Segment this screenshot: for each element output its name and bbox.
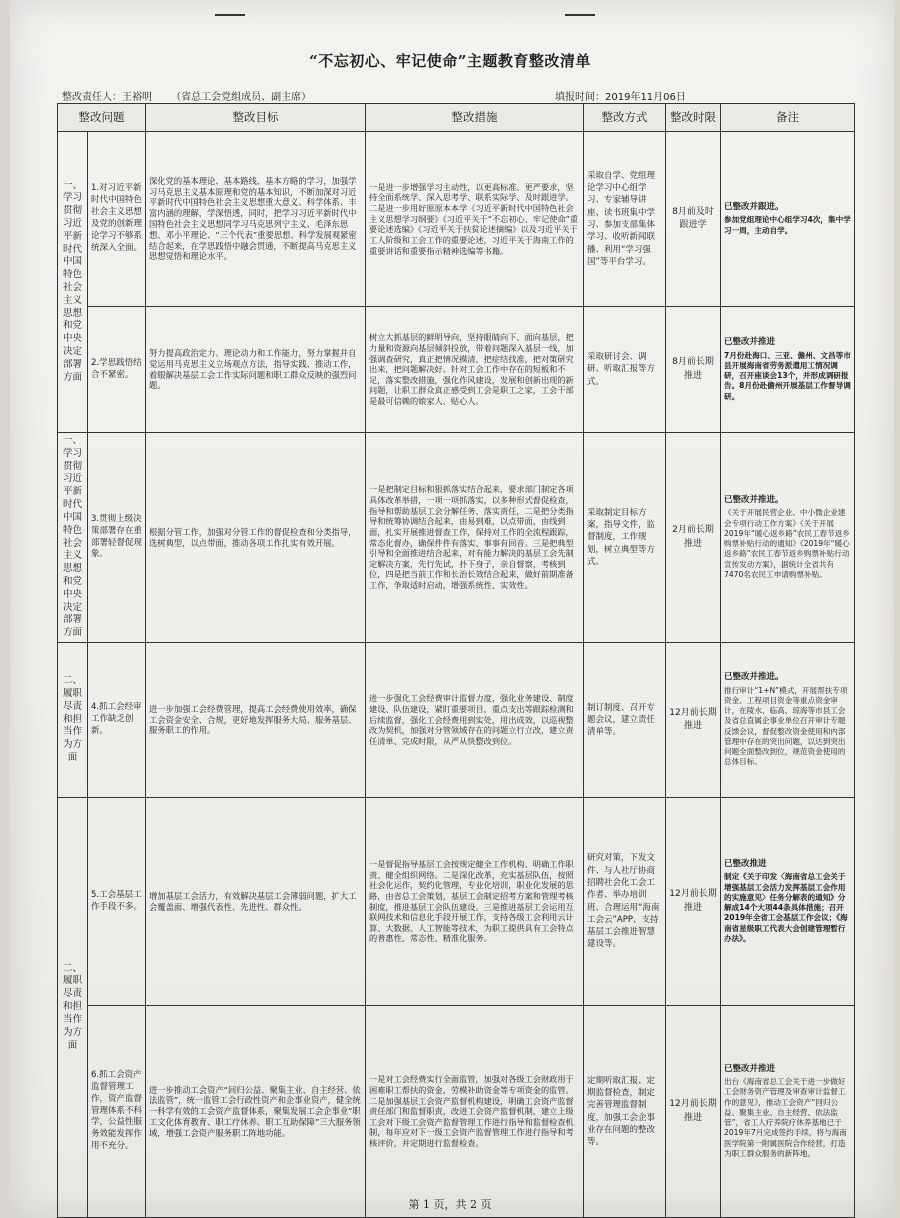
measure-cell: 一是对工会经费实行全面监管，加强对各级工会财政用于困难职工帮扶的资金，劳模补助资金等专项资金的监管。二是加强基层工会资产监督机构建设，明确工会资产监督责任部门和监督职责，改进工会资产监督机制，建立上级工会对下级工会资产监督管理工作进行指导和监督检查机制，每年应对下一级工会资产监督管理工作进行指导和考核评价，并定期进行监督检查。 [366,1006,584,1218]
remark-cell [721,1006,855,1218]
remark-detail: 参加党组理论中心组学习4次，集中学习一周，主动自学。 [724,215,851,235]
responsible-label: 整改责任人： [62,92,122,103]
time-cell: 12月前长期推进 [666,798,721,1006]
issue-cell: 3.贯彻上级决策部署存在重部署轻督促现象。 [88,433,146,643]
report-time: 填报时间：2019年11月06日 [555,92,686,103]
remark-status: 已整改并推进。 [724,494,784,505]
table-row [58,643,855,798]
remark-cell [721,643,855,798]
measure-cell: 进一步强化工会经费审计监督力度，强化业务建设、制度建设、队伍建设，紧盯重要项目，重点支出等跟踪检测和后续监督，强化工会经费用到实处，用出成效，以巡视整改为契机，加强对分管领域存在的问题立行立改，建立责任清单、完成时限，从严从快整改到位。 [366,643,584,798]
remark-status: 已整改并推进。 [724,672,784,683]
method-cell: 定期听取汇报、定期监督检查，制定完善管理监督制度，加强工会企事业存在问题的整改等。 [584,1006,666,1218]
method-cell: 制订制度、召开专题会议，建立责任清单等。 [584,643,666,798]
goal-cell: 增加基层工会活力，有效解决基层工会薄弱问题，扩大工会覆盖面、增强代表性、先进性、群众性。 [146,798,366,1006]
remark-cell [721,307,855,433]
header-time: 整改时限 [666,104,721,132]
time-cell: 8月前及时跟进学 [666,132,721,307]
goal-cell: 进一步加强工会经费管理，提高工会经费使用效率，确保工会资金安全、合规，更好地发挥服务大局、服务基层、服务职工的作用。 [146,643,366,798]
method-cell: 采取制定目标方案，指导文件，监督制度，工作规划，树立典型等方式。 [584,433,666,643]
document-title: “不忘初心、牢记使命”主题教育整改清单 [309,52,591,70]
measure-cell: 一是把制定目标和狠抓落实结合起来，要求部门制定各项具体改革举措，一项一项抓落实，以多种形式督促检查，指导和帮助基层工会分解任务、落实责任，二是把分类指导和统筹协调结合起来，由易到难，以点带面，由线到面，扎实开展推进督查工作，保持对工作的全流程跟踪，常态化督办，确保件件有落实、事事有回音。三是把典型引导和全面推进结合起来，对有能力解决的基层工会先制定解决方案，先行先试，扑下身子，亲自督察，考核到位，四是把当前工作和长治长效结合起来，做好前期准备工作，争取适时启动，增强系统性、实效性。 [366,433,584,643]
remark-status: 已整改并推进 [724,337,776,348]
measure-cell: 一是进一步增强学习主动性，以更高标准、更严要求，坚持全面系统学、深入思考学、联系实际学、及时跟进学。二是进一步用好原原本本学《习近平新时代中国特色社会主义思想学习纲要》《习近平关于“不忘初心、牢记使命”重要论述选编》《习近平关于扶贫论述摘编》以及习近平关于工人阶级和工会工作的重要论述，习近平关于海南工作的重要讲话和重要指示精神选编等书籍。 [366,132,584,307]
category-cell: 一、学习贯彻习近平新时代中国特色社会主义思想和党中央决定部署方面 [58,433,88,643]
table-row [58,132,855,307]
header-measure: 整改措施 [366,104,584,132]
time-cell: 8月前长期推进 [666,307,721,433]
time-cell: 2月前长期推进 [666,433,721,643]
remark-detail: 推行审计“1+N”模式，开展帮扶专项资金、工程项目资金等重点资金审计，在陵水、临高、琼海等市县工会及省总直属企事业单位召开审计专题反馈会议，督促整改资金使用和内部管理中存在的突出问题，以达到突出问题全面整改到位，规范资金使用的总体目标。 [724,685,848,767]
method-cell: 采取研讨会、调研、听取汇报等方式。 [584,307,666,433]
binding-mark [565,14,595,16]
header-method: 整改方式 [584,104,666,132]
header-goal: 整改目标 [146,104,366,132]
time-cell: 12月前长期推进 [666,1006,721,1218]
rectification-table [57,103,855,1218]
remark-cell [721,798,855,1006]
responsible-name: 王裕明 [122,92,152,103]
issue-cell: 6.抓工会资产监督管理工作，资产监督管理体系不科学，公益性服务效能发挥作用不充分。 [88,1006,146,1218]
category-cell: 二、履职尽责和担当作为方面 [58,643,88,798]
header-remark: 备注 [721,104,855,132]
remark-detail: 7月份赴海口、三亚、儋州、文昌等市县开展海南省劳务派遣用工情况调研，召开座谈会13个，并形成调研报告。8月份赴儋州开展基层工作督导调研。 [724,350,851,401]
table-row [58,1006,855,1218]
responsible-position: （省总工会党组成员、副主席） [171,92,312,103]
time-cell: 12月前长期推进 [666,643,721,798]
remark-detail: 出台《海南省总工会关于进一步做好工会财务资产管理及审查审计监督工作的意见》，推动工会资产“回归公益、聚集主业、自主经营、依法监管”，省工人疗养院疗休养基地已于2019年7月完成签约手续，将与海南医学院第一附属医院合作经营，打造为职工群众服务的新阵地。 [724,1077,847,1158]
remark-detail: 制定《关于印发〈海南省总工会关于增强基层工会活力发挥基层工会作用的实施意见〉任务分解表的通知》分解成14个大项44条具体措施；召开2019年全省工会基层工作会议；《海南省星级职工代表大会创建管理暂行办法》。 [724,872,848,943]
goal-cell: 深化党的基本理论、基本路线、基本方略的学习，加强学习马克思主义基本原理和党的基本知识，不断加深对习近平新时代中国特色社会主义思想重大意义、科学体系、丰富内涵的理解，学深悟透，同时，把学习习近平新时代中国特色社会主义思想同学习马克思列宁主义、毛泽东思想、邓小平理论、“三个代表”重要思想、科学发展观紧密结合起来，在学思践悟中融会贯通，不断提高马克思主义思想觉悟和理论水平。 [146,132,366,307]
remark-status: 已整改并推进 [724,1063,776,1074]
method-cell: 采取自学、党组理论学习中心组学习、专家辅导讲座、读书班集中学习、参加支部集体学习、收听新闻联播、利用“学习强国”等平台学习。 [584,132,666,307]
issue-cell: 5.工会基层工作手段不多。 [88,798,146,1006]
goal-cell: 进一步推动工会资产“回归公益、聚集主业、自主经营、依法监管”，统一监管工会行政性资产和企事业资产，健全统一科学有效的工会资产监督体系，聚集发展工会企事业“职工文化体育教育、职工疗休养、职工互助保障”三大服务领域，增强工会资产服务职工阵地功能。 [146,1006,366,1218]
goal-cell: 努力提高政治定力、理论动力和工作能力，努力掌握并自觉运用马克思主义立场观点方法，指导实践、推动工作，着眼解决基层工会工作实际问题和职工群众反映的强烈问题。 [146,307,366,433]
issue-cell: 1.对习近平新时代中国特色社会主义思想及党的创新理论学习不够系统深入全面。 [88,132,146,307]
category-cell: 一、学习贯彻习近平新时代中国特色社会主义思想和党中央决定部署方面 [58,132,88,433]
remark-cell [721,132,855,307]
method-cell: 研究对策，下发文件、与人社厅协商招聘社会化工会工作者、举办培训班、合理运用“海南工会云”APP、支持基层工会推进智慧建设等。 [584,798,666,1006]
category-cell: 二、履职尽责和担当作为方面 [58,798,88,1218]
remark-cell [721,433,855,643]
table-row [58,433,855,643]
goal-cell: 根据分管工作，加强对分管工作的督促检查和分类指导，选树典型，以点带面，推动各项工作扎实有效开展。 [146,433,366,643]
table-row [58,307,855,433]
remark-detail: 《关于开展民营企业、中小微企业建会专项行动工作方案》《关于开展2019年“暖心返乡路”农民工春节返乡购票补贴行动的通知》《2019年“暖心返乡路”农民工春节返乡购票补贴行动宣传发动方案》，据统计全省共有7470名农民工申请购票补贴。 [724,508,850,579]
measure-cell: 一是督促指导基层工会按规定健全工作机构、明确工作职责、健全组织网络。二是深化改革，充实基层队伍，按照社会化运作，契约化管理，专业化培训，职业化发展的思路，由省总工会策划，基层工会制定招考方案和管理考核制度，推进基层工会队伍建设。三是推进基层工会运用互联网技术和信息化手段开展工作，支持各级工会利用云计算、大数据、人工智能等技术，为职工提供具有工会特点的普惠性、常态性、精准化服务。 [366,798,584,1006]
measure-cell: 树立大抓基层的鲜明导向，坚持眼睛向下、面向基层，把力量和资源向基层倾斜投放，带着问题深入基层一线，加强调查研究，真正把情况摸清，把症结找准，把对策研究出来，把问题解决好。针对工会工作中存在的短板和不足，落实整改措施，强化作风建设，发展和创新出现的新问题，让职工群众真正感受到工会是职工之家，工会干部是最可信赖的娘家人、贴心人。 [366,307,584,433]
remark-status: 已整改推进 [724,858,767,869]
header-issue: 整改问题 [58,104,146,132]
remark-status: 已整改并跟进。 [724,202,784,213]
issue-cell: 4.抓工会经审工作缺乏创新。 [88,643,146,798]
binding-mark [215,14,245,16]
table-row [58,798,855,1006]
responsible-person [62,88,311,103]
table-header-row [58,104,855,132]
page-number: 第 1 页，共 2 页 [408,1198,492,1211]
issue-cell: 2.学思践悟结合不紧密。 [88,307,146,433]
